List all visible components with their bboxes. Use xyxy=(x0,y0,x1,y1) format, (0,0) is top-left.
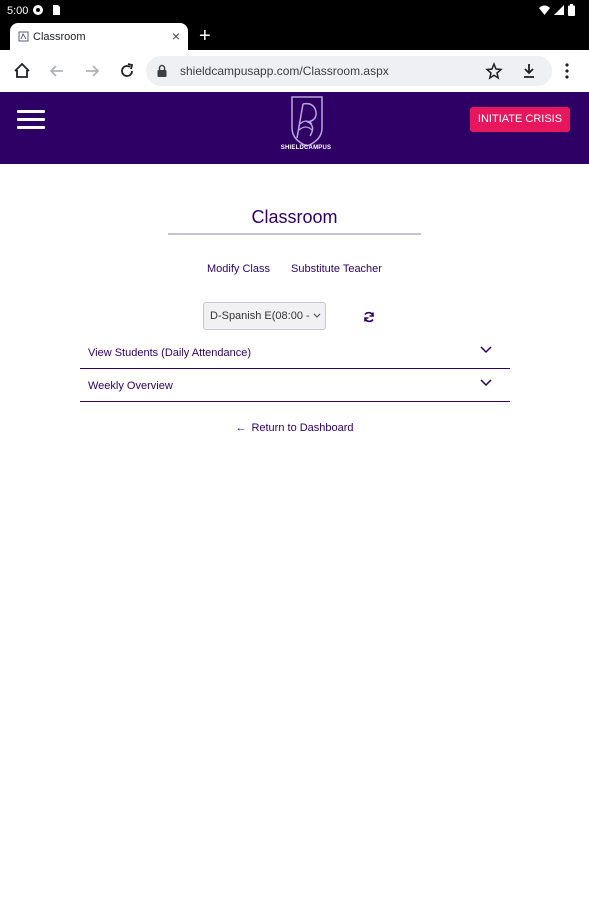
tab-strip xyxy=(0,22,589,50)
chevron-down-icon xyxy=(313,313,321,319)
status-time: 5:00 xyxy=(7,5,29,17)
forward-icon[interactable] xyxy=(82,61,102,81)
shield-favicon-icon xyxy=(18,31,29,42)
title-underline xyxy=(168,233,421,235)
chevron-down-icon xyxy=(479,375,493,389)
wifi-icon xyxy=(539,5,550,15)
modify-class-link[interactable]: Modify Class xyxy=(207,263,270,275)
weekly-overview-section[interactable] xyxy=(80,370,510,402)
more-menu-icon[interactable] xyxy=(557,61,577,81)
settings-status-icon xyxy=(32,4,44,16)
site-header xyxy=(0,92,589,164)
refresh-icon[interactable] xyxy=(362,310,376,324)
reload-icon[interactable] xyxy=(117,61,137,81)
status-bar xyxy=(0,0,589,22)
logo-wordmark: SHIELDCAMPUS xyxy=(280,145,332,151)
home-icon[interactable] xyxy=(12,61,32,81)
class-select-value: D-Spanish E(08:00 - xyxy=(210,310,310,322)
page-title: Classroom xyxy=(251,207,338,227)
download-icon[interactable] xyxy=(519,61,539,81)
url-text: shieldcampusapp.com/Classroom.aspx xyxy=(180,64,389,78)
return-to-dashboard-label: Return to Dashboard xyxy=(251,422,354,434)
class-actions xyxy=(0,263,589,275)
tab-title: Classroom xyxy=(33,31,86,43)
status-right-icons xyxy=(539,4,575,16)
arrow-left-icon: ← xyxy=(235,422,247,434)
tab-classroom[interactable] xyxy=(10,23,188,50)
class-select[interactable] xyxy=(203,302,326,330)
view-students-label: View Students (Daily Attendance) xyxy=(88,347,252,359)
substitute-teacher-link[interactable]: Substitute Teacher xyxy=(291,263,382,275)
page-content xyxy=(0,92,589,900)
menu-icon[interactable] xyxy=(17,110,45,132)
return-to-dashboard-link[interactable] xyxy=(0,422,589,434)
lock-icon xyxy=(156,64,168,78)
signal-icon xyxy=(554,5,564,15)
back-icon[interactable] xyxy=(47,61,67,81)
new-tab-button[interactable]: + xyxy=(199,25,211,47)
battery-icon xyxy=(568,4,575,16)
weekly-overview-label: Weekly Overview xyxy=(88,380,173,392)
initiate-crisis-button[interactable]: INITIATE CRISIS xyxy=(470,107,570,132)
view-students-section[interactable] xyxy=(80,337,510,369)
chevron-down-icon xyxy=(479,342,493,356)
tab-close-icon[interactable]: × xyxy=(171,28,180,44)
sim-card-icon xyxy=(50,4,62,16)
browser-toolbar xyxy=(0,50,589,92)
bookmark-star-icon[interactable] xyxy=(484,61,504,81)
